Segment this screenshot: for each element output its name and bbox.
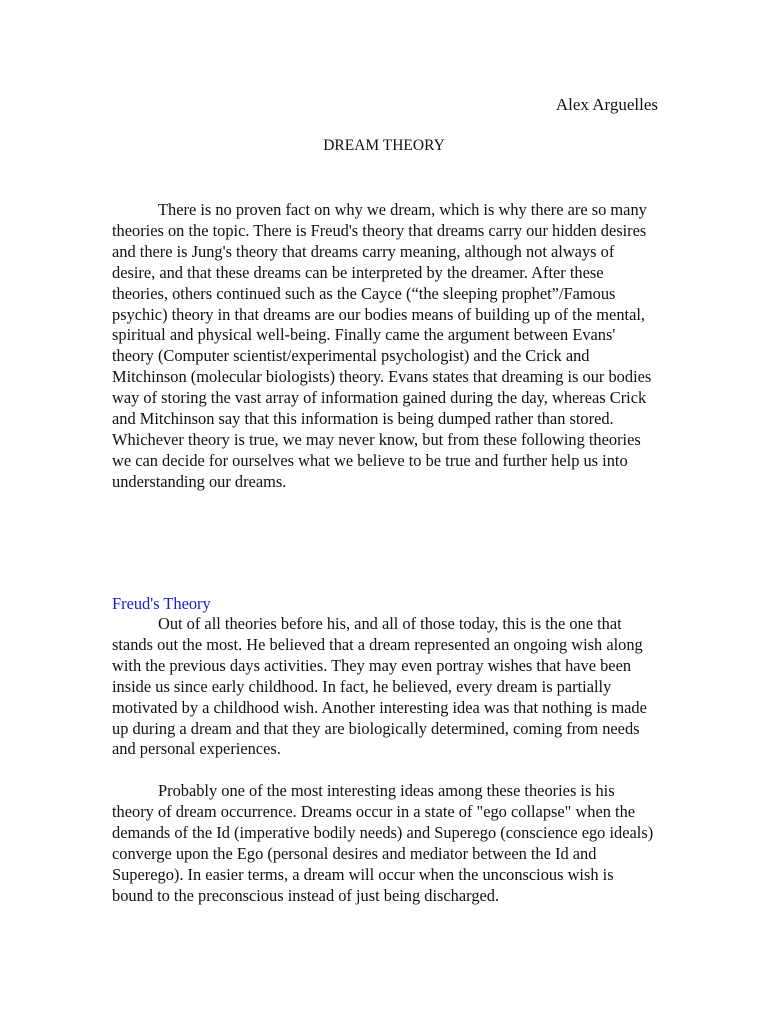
document-title: DREAM THEORY <box>323 137 445 154</box>
section-paragraph-1: Out of all theories before his, and all of those today, this is the one that stands out the most. He believed that a dream represented an ongoing wish along with the previous days activities. They may even portray wishes that have been inside us since early childhood. In fact, he believed, every dream is partially motivated by a childhood wish. Another interesting idea was that nothing is made up during a dream and that they are biologically determined, coming from needs and personal experiences. <box>112 614 647 759</box>
intro-paragraph: There is no proven fact on why we dream, which is why there are so many theories on the topic. There is Freud's theory that dreams carry our hidden desires and there is Jung's theory that dreams carry meaning, although not always of desire, and that these dreams can be interpreted by the dreamer. After these theories, others continued such as the Cayce (“the sleeping prophet”/Famous psychic) theory in that dreams are our bodies means of building up of the mental, spiritual and physical well-being. Finally came the argument between Evans' theory (Computer scientist/experimental psychologist) and the Crick and Mitchinson (molecular biologists) theory. Evans states that dreaming is our bodies way of storing the vast array of information gained during the day, whereas Crick and Mitchinson say that this information is being dumped rather than stored. Whichever theory is true, we may never know, but from these following theories we can decide for ourselves what we believe to be true and further help us into understanding our dreams. <box>112 200 652 491</box>
author-name: Alex Arguelles <box>555 95 658 114</box>
section-paragraph-2: Probably one of the most interesting ideas among these theories is his theory of dream occurrence. Dreams occur in a state of "ego collapse" when the demands of the Id (imperative bodily needs) and Superego (conscience ego ideals) converge upon the Ego (personal desires and mediator between the Id and Superego). In easier terms, a dream will occur when the unconscious wish is bound to the preconscious instead of just being discharged. <box>112 781 654 905</box>
section-heading: Freud's Theory <box>112 594 211 613</box>
